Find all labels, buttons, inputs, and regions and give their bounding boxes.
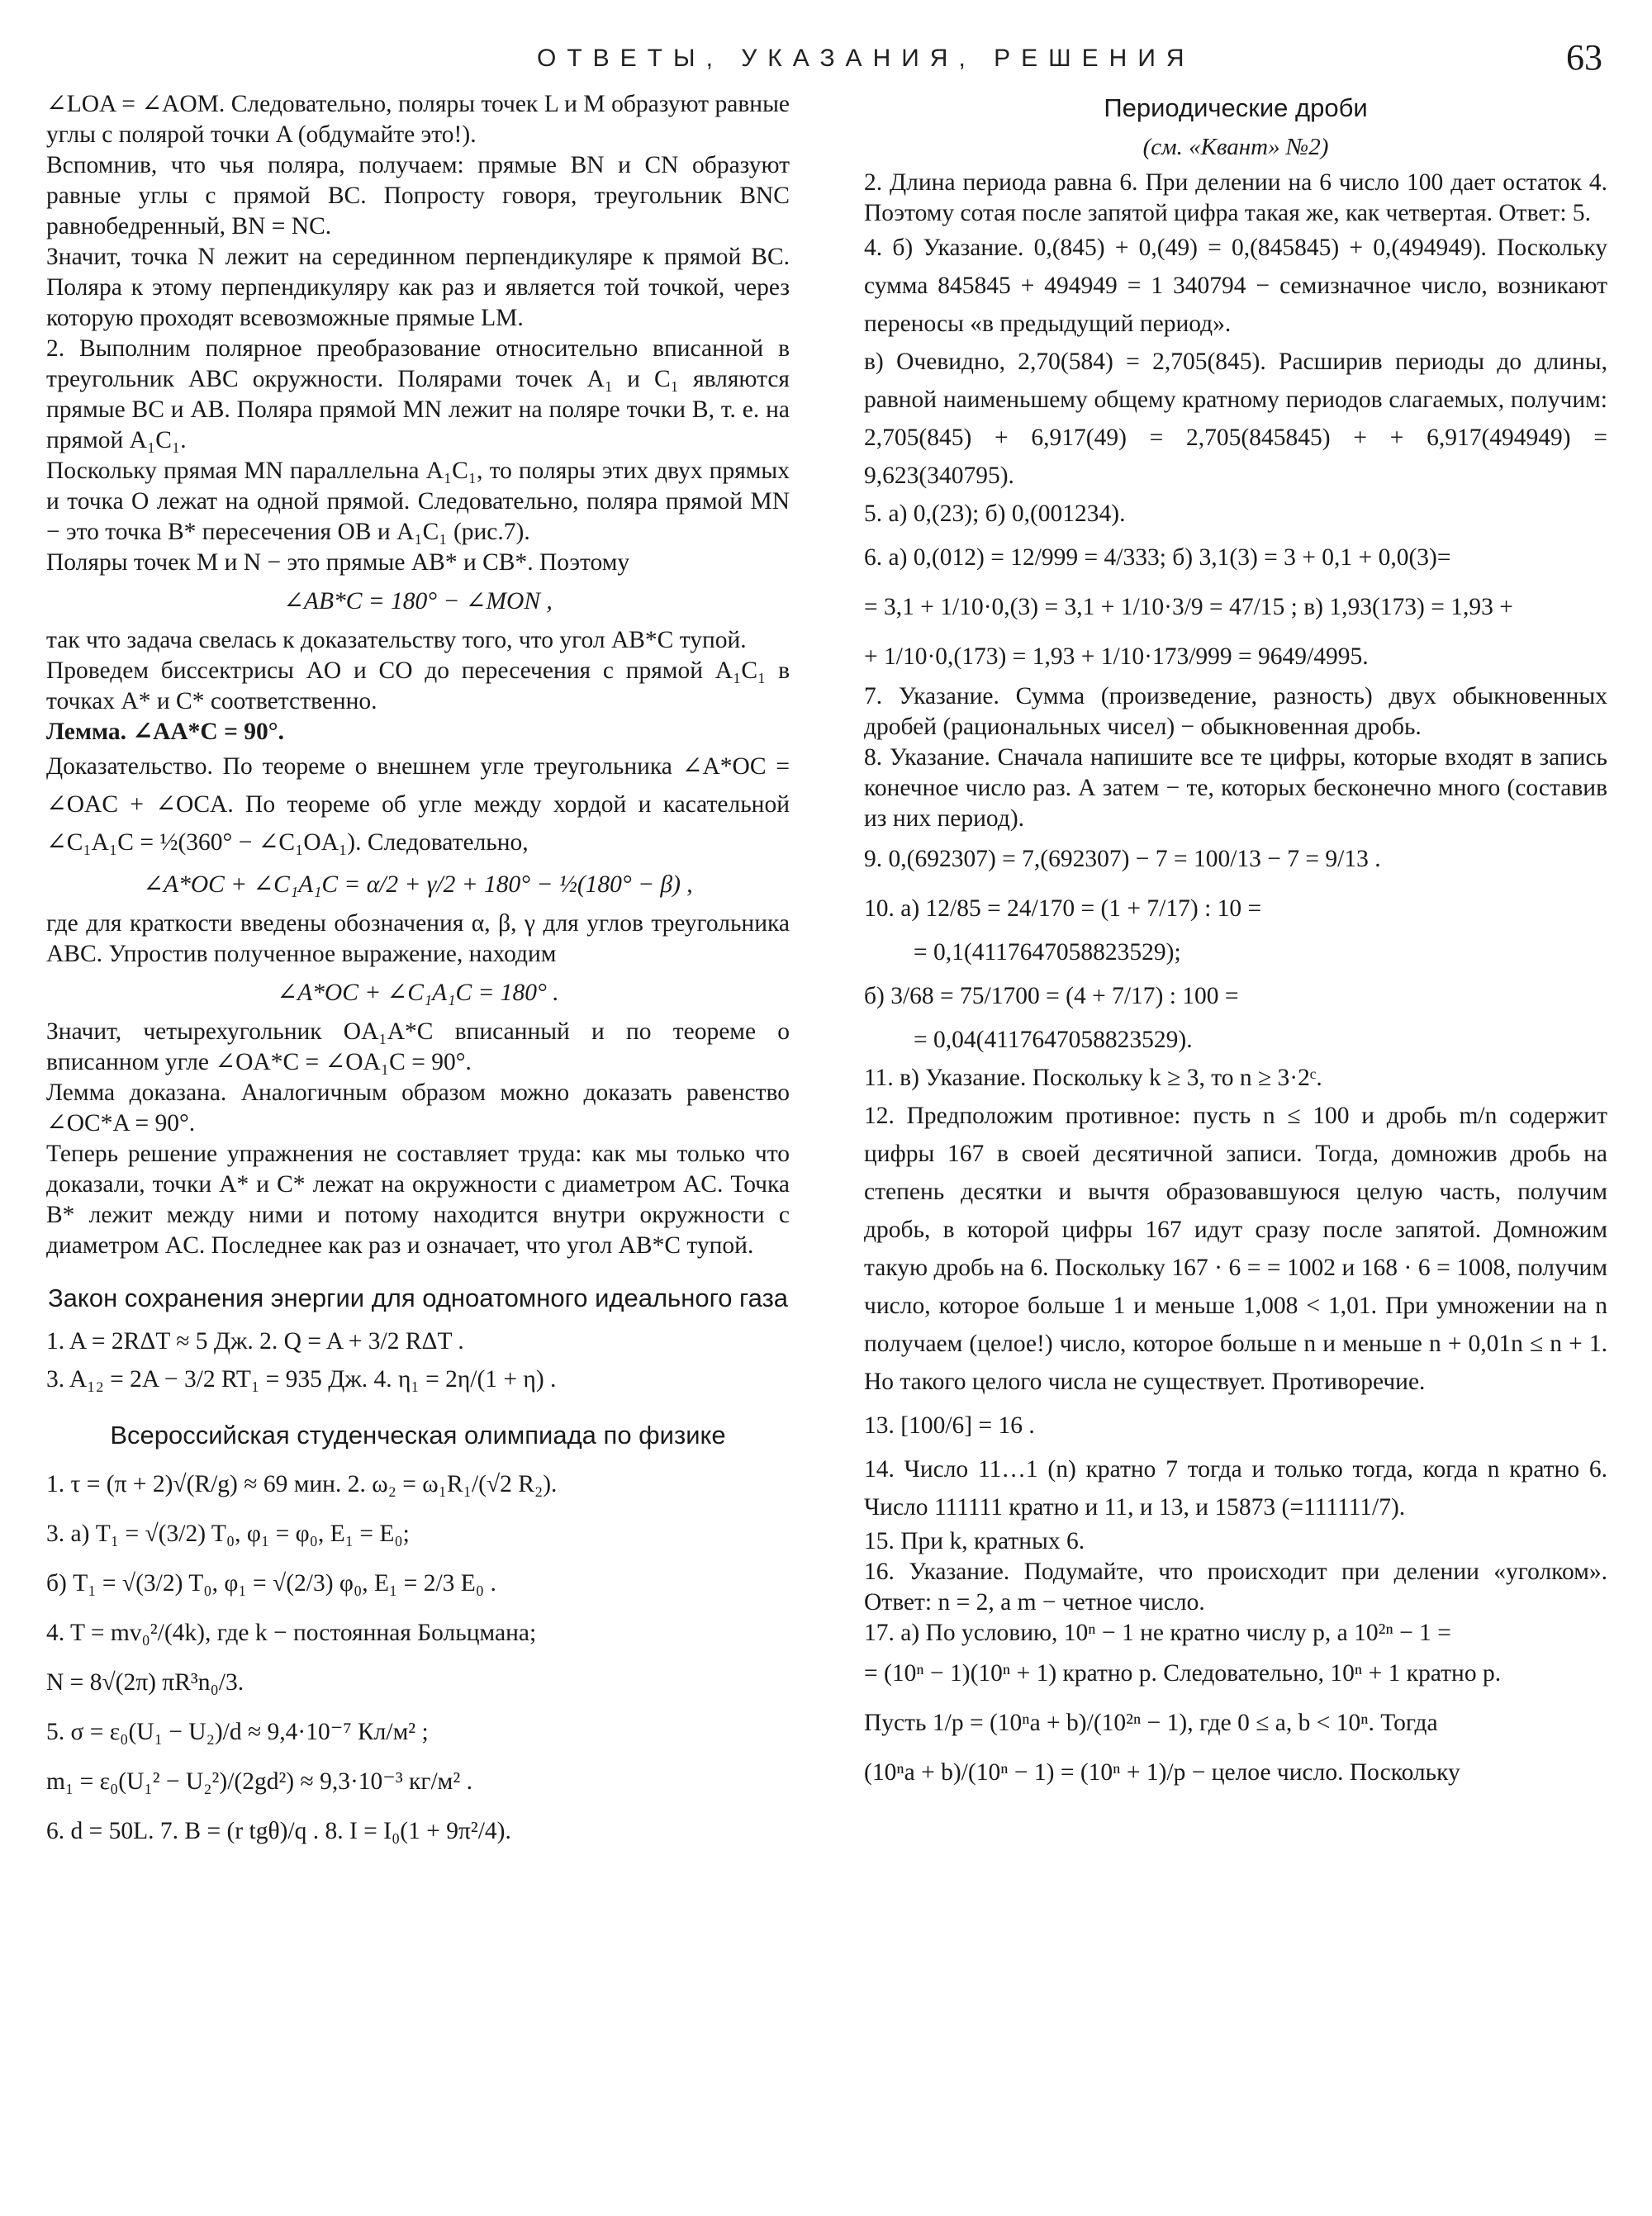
answer-line: 5. σ = ε₀(U₁ − U₂)/d ≈ 9,4·10⁻⁷ Кл/м² ; bbox=[46, 1719, 429, 1745]
answer-10b: = 0,04(4117647058823529). bbox=[914, 1027, 1193, 1053]
formula: ∠A*OC + ∠C₁A₁C = α/2 + γ/2 + 180° − ½(180° − β) , bbox=[143, 871, 693, 898]
section-title-periodic: Периодические дроби bbox=[1104, 93, 1368, 122]
answer-14: 14. Число 11…1 (n) кратно 7 тогда и только тогда, когда n кратно 6. Число 111111 кратно и 11, и 13, и 15873 (=111111/7). bbox=[864, 1456, 1607, 1521]
answer-17: Пусть 1/p = (10ⁿa + b)/(10²ⁿ − 1), где 0 ≤ a, b < 10ⁿ. Тогда bbox=[864, 1710, 1438, 1736]
answer-line: 3. а) T₁ = √(3/2) T₀, φ₁ = φ₀, E₁ = E₀; bbox=[46, 1521, 410, 1547]
answer-line: 6. d = 50L. 7. B = (r tgθ)/q . 8. I = I₀(1 + 9π²/4). bbox=[46, 1818, 511, 1844]
section-title-energy: Закон сохранения энергии для одноатомного идеального газа bbox=[47, 1284, 789, 1312]
answer-10a: = 0,1(4117647058823529); bbox=[914, 939, 1181, 966]
answer-7: 7. Указание. Сумма (произведение, разность) двух обыкновенных дробей (рациональных чисел) − обыкновенная дробь. bbox=[864, 683, 1607, 740]
answer-6: 6. а) 0,(012) = 12/999 = 4/333; б) 3,1(3) = 3 + 0,1 + 0,0(3)= bbox=[864, 544, 1451, 571]
answer-line: 1. τ = (π + 2)√(R/g) ≈ 69 мин. 2. ω₂ = ω₁R₁/(√2 R₂). bbox=[46, 1471, 558, 1497]
paragraph: Поскольку прямая MN параллельна A₁C₁, то поляры этих двух прямых и точка O лежат на одной прямой. Следовательно, поляра прямой MN − это точка B* пересечения OB и A₁C₁ (рис.7). bbox=[46, 458, 790, 545]
paragraph: Теперь решение упражнения не составляет труда: как мы только что доказали, точки A* и C* лежат на окружности с диаметром AC. Точка B* лежит между ними и потому находится внутри окружности с диаметром AC. Последнее как раз и означает, что угол AB*C тупой. bbox=[46, 1141, 790, 1259]
answer-4b: 4. б) Указание. 0,(845) + 0,(49) = 0,(845845) + 0,(494949). Поскольку сумма 845845 + 494949 = 1 340794 − семизначное число, возникают переносы «в предыдущий период». bbox=[864, 235, 1607, 337]
page-header bbox=[0, 37, 1652, 89]
paragraph: Поляры точек M и N − это прямые AB* и CB*. Поэтому bbox=[46, 549, 630, 576]
proof-paragraph: Доказательство. По теореме о внешнем угле треугольника ∠A*OC = ∠OAC + ∠OCA. По теореме об угле между хордой и касательной ∠C₁A₁C = ½(360° − ∠C₁OA₁). Следовательно, bbox=[46, 753, 790, 856]
answer-13: 13. [100/6] = 16 . bbox=[864, 1412, 1035, 1439]
paragraph: Проведем биссектрисы AO и CO до пересечения с прямой A₁C₁ в точках A* и C* соответственно. bbox=[46, 657, 790, 714]
answer-9: 9. 0,(692307) = 7,(692307) − 7 = 100/13 − 7 = 9/13 . bbox=[864, 846, 1381, 872]
left-column bbox=[46, 89, 790, 1856]
paragraph: 2. Выполним полярное преобразование относительно вписанной в треугольник ABC окружности. Полярами точек A₁ и C₁ являются прямые BC и AB. Поляра прямой MN лежит на поляре точки B, т. е. на прямой A₁C₁. bbox=[46, 335, 790, 453]
paragraph: Лемма доказана. Аналогичным образом можно доказать равенство ∠OC*A = 90°. bbox=[46, 1080, 790, 1136]
paragraph: ∠LOA = ∠AOM. Следовательно, поляры точек L и M образуют равные углы с полярой точки A (обдумайте это!). bbox=[46, 91, 790, 148]
running-title: ОТВЕТЫ, УКАЗАНИЯ, РЕШЕНИЯ bbox=[537, 45, 1195, 72]
answer-line: N = 8√(2π) πR³n₀/3. bbox=[46, 1669, 244, 1696]
page-number: 63 bbox=[1566, 37, 1602, 78]
answer-line: m₁ = ε₀(U₁² − U₂²)/(2gd²) ≈ 9,3·10⁻³ кг/м² . bbox=[46, 1768, 472, 1795]
answer-16: 16. Указание. Подумайте, что происходит при делении «уголком». Ответ: n = 2, а m − четное число. bbox=[864, 1559, 1607, 1616]
section-title-olympiad: Всероссийская студенческая олимпиада по физике bbox=[110, 1421, 726, 1450]
answer-8: 8. Указание. Сначала напишите все те цифры, которые входят в запись конечное число раз. А затем − те, которых бесконечно много (составив из них период). bbox=[864, 744, 1607, 832]
answer-17: = (10ⁿ − 1)(10ⁿ + 1) кратно p. Следовательно, 10ⁿ + 1 кратно p. bbox=[864, 1660, 1502, 1687]
paragraph: Вспомнив, что чья поляра, получаем: прямые BN и CN образуют равные углы с прямой BC. Попросту говоря, треугольник BNC равнобедренный, BN = NC. bbox=[46, 152, 790, 240]
answer-15: 15. При k, кратных 6. bbox=[864, 1528, 1085, 1554]
paragraph: где для краткости введены обозначения α, β, γ для углов треугольника ABC. Упростив полученное выражение, находим bbox=[46, 910, 790, 967]
paragraph: Значит, точка N лежит на серединном перпендикуляре к прямой BC. Поляра к этому перпендикуляру как раз и является той точкой, через которую проходят всевозможные прямые LM. bbox=[46, 244, 790, 331]
answer-6: = 3,1 + 1/10·0,(3) = 3,1 + 1/10·3/9 = 47/15 ; в) 1,93(173) = 1,93 + bbox=[864, 594, 1513, 620]
answer-5: 5. а) 0,(23); б) 0,(001234). bbox=[864, 501, 1126, 527]
answer-17: (10ⁿa + b)/(10ⁿ − 1) = (10ⁿ + 1)/p − целое число. Поскольку bbox=[864, 1759, 1460, 1786]
answer-line: 4. T = mv₀²/(4k), где k − постоянная Больцмана; bbox=[46, 1620, 537, 1646]
paragraph: так что задача свелась к доказательству того, что угол AB*C тупой. bbox=[46, 627, 747, 653]
answer-17: 17. а) По условию, 10ⁿ − 1 не кратно числу p, а 10²ⁿ − 1 = bbox=[864, 1620, 1451, 1646]
answer-2: 2. Длина периода равна 6. При делении на 6 число 100 дает остаток 4. Поэтому сотая после запятой цифра такая же, как четвертая. Ответ: 5. bbox=[864, 169, 1607, 226]
answer-line: 1. A = 2RΔT ≈ 5 Дж. 2. Q = A + 3/2 RΔT . bbox=[46, 1328, 464, 1355]
formula: ∠AB*C = 180° − ∠MON , bbox=[283, 588, 553, 615]
section-subtitle: (см. «Квант» №2) bbox=[1142, 134, 1329, 160]
lemma-title: Лемма. ∠AA*C = 90°. bbox=[46, 719, 284, 745]
answer-11: 11. в) Указание. Поскольку k ≥ 3, то n ≥ 3·2ᶜ. bbox=[864, 1065, 1322, 1091]
answer-line: 3. A₁₂ = 2A − 3/2 RT₁ = 935 Дж. 4. η₁ = 2η/(1 + η) . bbox=[46, 1366, 557, 1393]
right-column bbox=[864, 89, 1607, 1797]
answer-6: + 1/10·0,(173) = 1,93 + 1/10·173/999 = 9649/4995. bbox=[864, 643, 1369, 670]
answer-12: 12. Предположим противное: пусть n ≤ 100 и дробь m/n содержит цифры 167 в своей десятичной записи. Тогда, домножив дробь на степень десятки и вычтя образовавшуюся целую часть, получим дробь, в которой цифры 167 идут сразу после запятой. Домножим такую дробь на 6. Поскольку 167 · 6 = = 1002 и 168 · 6 = 1008, получим число, которое больше 1 и меньше 1,008 < 1,01. При умножении на n получаем (целое!) число, которое больше n и меньше n + 0,01n ≤ n + 1. Но такого целого числа не существует. Противоречие. bbox=[864, 1103, 1607, 1395]
answer-4v: в) Очевидно, 2,70(584) = 2,705(845). Расширив периоды до длины, равной наименьшему общему кратному периодов слагаемых, получим: 2,705(845) + 6,917(49) = 2,705(845845) + + 6,917(494949) = 9,623(340795). bbox=[864, 349, 1607, 489]
answer-10a: 10. а) 12/85 = 24/170 = (1 + 7/17) : 10 = bbox=[864, 895, 1262, 922]
formula: ∠A*OC + ∠C₁A₁C = 180° . bbox=[277, 980, 559, 1006]
paragraph: Значит, четырехугольник OA₁A*C вписанный и по теореме о вписанном угле ∠OA*C = ∠OA₁C = 90°. bbox=[46, 1018, 790, 1075]
answer-10b: б) 3/68 = 75/1700 = (4 + 7/17) : 100 = bbox=[864, 983, 1239, 1009]
answer-line: б) T₁ = √(3/2) T₀, φ₁ = √(2/3) φ₀, E₁ = 2/3 E₀ . bbox=[46, 1570, 496, 1597]
